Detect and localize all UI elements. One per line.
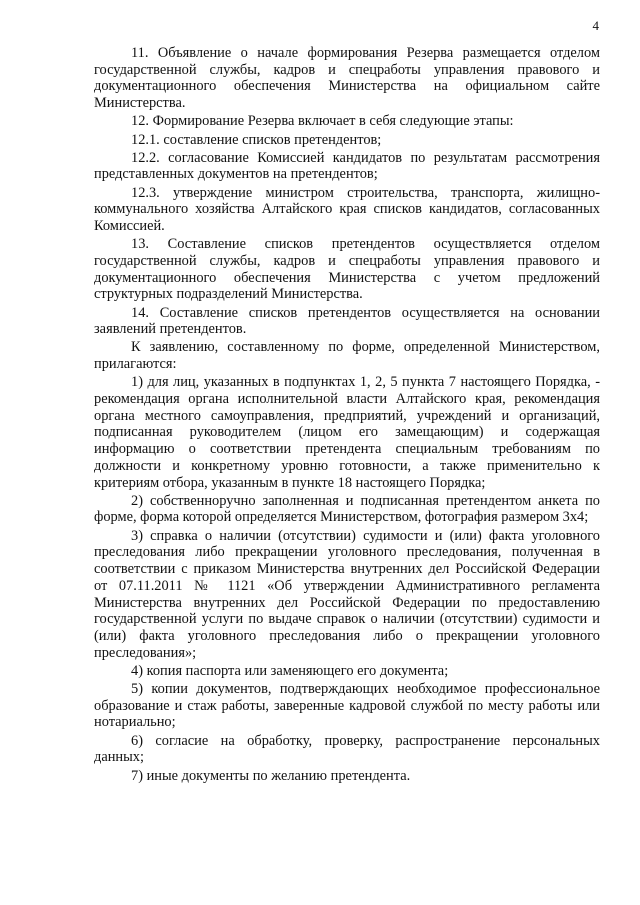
page-number: 4	[592, 18, 599, 33]
attachment-item-6: 6) согласие на обработку, проверку, распространение персональных данных;	[94, 732, 600, 766]
attachments-intro: К заявлению, составленному по форме, определенной Министерством, прилагаются:	[94, 339, 600, 373]
document-body	[94, 45, 600, 786]
attachment-item-3: 3) справка о наличии (отсутствии) судимости и (или) факта уголовного преследования либо прекращении уголовного преследования, полученная в соответствии с приказом Министерства внутренних дел Российской Федерации от 07.11.2011 № 1121 «Об утверждении Административного регламента Министерства внутренних дел Российской Федерации по предоставлению государственной услуги по выдаче справок о наличии (отсутствии) судимости и (или) факта уголовного преследования либо о прекращении уголовного преследования»;	[94, 527, 600, 661]
paragraph-13: 13. Составление списков претендентов осуществляется отделом государственной службы, кадров и спецработы управления правового и документационного обеспечения Министерства с учетом предложений структурных подразделений Министерства.	[94, 236, 600, 303]
paragraph-12-1: 12.1. составление списков претендентов;	[131, 131, 382, 148]
paragraph-14: 14. Составление списков претендентов осуществляется на основании заявлений претендентов.	[94, 304, 600, 338]
attachment-item-4: 4) копия паспорта или заменяющего его документа;	[131, 662, 449, 679]
paragraph-12: 12. Формирование Резерва включает в себя следующие этапы:	[131, 113, 514, 130]
attachment-item-5: 5) копии документов, подтверждающих необходимое профессиональное образование и стаж работы, заверенные кадровой службой по месту работы или нотариально;	[94, 681, 600, 731]
paragraph-11: 11. Объявление о начале формирования Резерва размещается отделом государственной службы, кадров и спецработы управления правового и документационного обеспечения Министерства на официальном сайте Министерства.	[94, 45, 600, 112]
attachment-item-7: 7) иные документы по желанию претендента.	[131, 767, 411, 784]
paragraph-12-3: 12.3. утверждение министром строительства, транспорта, жилищно-коммунального хозяйства Алтайского края списков кандидатов, согласованных Комиссией.	[94, 184, 600, 235]
attachment-item-2: 2) собственноручно заполненная и подписанная претендентом анкета по форме, форма которой определяется Министерством, фотография размером 3х4;	[94, 492, 600, 526]
attachment-item-1: 1) для лиц, указанных в подпунктах 1, 2, 5 пункта 7 настоящего Порядка, - рекомендация органа исполнительной власти Алтайского края, рекомендация органа местного самоуправления, предприятий, учреждений и организаций, подписанная руководителем (лицом его замещающим) и содержащая информацию о соответствии претендента специальным требованиям по должности и конкретному уровню готовности, а также применительно к критериям отбора, указанным в пункте 18 настоящего Порядка;	[94, 374, 600, 491]
paragraph-12-2: 12.2. согласование Комиссией кандидатов по результатам рассмотрения представленных документов на претендентов;	[94, 149, 600, 183]
